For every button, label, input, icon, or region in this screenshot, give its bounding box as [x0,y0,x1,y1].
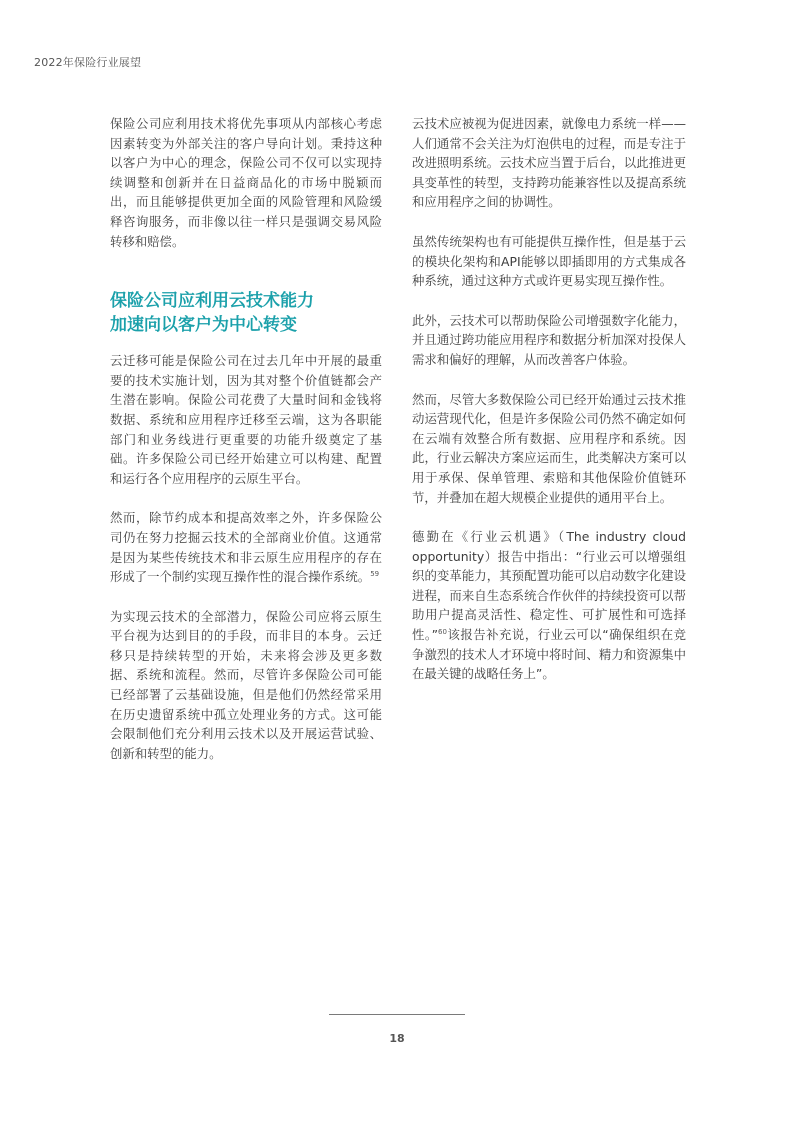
right-paragraph-5-part-2: 该报告补充说，行业云可以“确保组织在竞争激烈的技术人才环境中将时间、精力和资源集中在最关键的战略任务上”。 [412,627,686,682]
running-header-title: 2022年保险行业展望 [34,56,142,69]
footnote-ref-60[interactable]: 60 [438,628,447,637]
right-paragraph-3: 此外，云技术可以帮助保险公司增强数字化能力，并且通过跨功能应用程序和数据分析加深对投保人需求和偏好的理解，从而改善客户体验。 [412,312,686,367]
right-column [412,114,686,704]
right-paragraph-2: 虽然传统架构也有可能提供互操作性，但是基于云的模块化架构和API能够以即插即用的方式集成各种系统，通过这种方式或许更易实现互操作性。 [412,233,686,289]
left-paragraph-4: 为实现云技术的全部潜力，保险公司应将云原生平台视为达到目的的手段，而非目的本身。云迁移只是持续转型的开始，未来将会涉及更多数据、系统和流程。然而，尽管许多保险公司可能已经部署了云基础设施，但是他们仍然经常采用在历史遗留系统中孤立处理业务的方式。这可能会限制他们充分利用云技术以及开展运营试验、创新和转型的能力。 [110,608,382,761]
right-paragraph-1: 云技术应被视为促进因素，就像电力系统一样——人们通常不会关注为灯泡供电的过程，而是专注于改进照明系统。云技术应当置于后台，以此推进更具变革性的转型，支持跨功能兼容性以及提高系统和应用程序之间的协调性。 [412,116,686,210]
left-paragraph-2: 云迁移可能是保险公司在过去几年中开展的最重要的技术实施计划，因为其对整个价值链都会产生潜在影响。保险公司花费了大量时间和金钱将数据、系统和应用程序迁移至云端，这为各职能部门和业务线进行更重要的功能升级奠定了基础。许多保险公司已经开始建立可以构建、配置和运行各个应用程序的云原生平台。 [110,353,382,486]
footnote-ref-59[interactable]: 59 [370,570,380,579]
footer-divider [329,1014,465,1015]
left-paragraph-3-text: 然而，除节约成本和提高效率之外，许多保险公司仍在努力挖掘云技术的全部商业价值。这通常是因为某些传统技术和非云原生应用程序的存在形成了一个制约实现互操作性的混合操作系统。 [110,510,382,585]
left-paragraph-1: 保险公司应利用技术将优先事项从内部核心考虑因素转变为外部关注的客户导向计划。秉持这种以客户为中心的理念，保险公司不仅可以实现持续调整和创新并在日益商品化的市场中脱颖而出，而且能够提供更加全面的风险管理和风险缓释咨询服务，而非像以往一样只是强调交易风险转移和赔偿。 [110,116,382,249]
left-paragraph-3 [110,508,382,586]
page-number: 18 [389,1032,405,1045]
section-heading [110,289,382,337]
left-column [110,114,382,783]
section-heading-line-1: 保险公司应利用云技术能力 [110,291,314,312]
right-paragraph-5 [412,527,686,684]
section-heading-line-2: 加速向以客户为中心转变 [110,315,297,336]
right-paragraph-4: 然而，尽管大多数保险公司已经开始通过云技术推动运营现代化，但是许多保险公司仍然不确定如何在云端有效整合所有数据、应用程序和系统。因此，行业云解决方案应运而生，此类解决方案可以用于承保、保单管理、索赔和其他保险价值链环节，并叠加在超大规模企业提供的通用平台上。 [412,391,686,505]
right-paragraph-5-part-1: 德勤在《行业云机遇》（The industry cloud opportunity）报告中指出：“行业云可以增强组织的变革能力，其预配置功能可以启动数字化建设进程，而来自生态系统合作伙伴的持续投资可以帮助用户提高灵活性、稳定性、可扩展性和可选择性。” [412,529,686,643]
